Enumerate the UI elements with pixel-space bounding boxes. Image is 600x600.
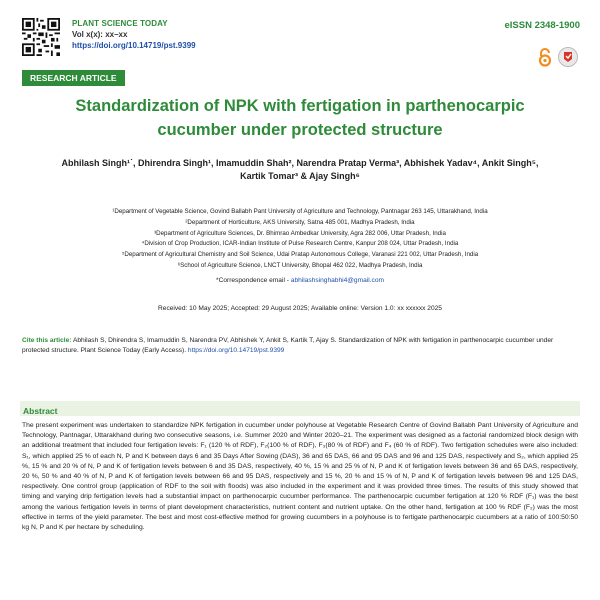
affiliation: ²Department of Horticulture, AKS University, Satna 485 001, Madhya Pradesh, India — [185, 218, 415, 226]
author-list — [30, 157, 570, 183]
abstract-text: The present experiment was undertaken to standardize NPK fertigation in cucumber under polyhouse at Vegetable Research Centre of Govind Ballabh Pant University of Agriculture and Technology, Pantnagar, Uttarakhand during two consecutive seasons, i.e. Summer 2020 and Winter 2020–21. The experiment was designed as a factorial randomized block design with an additional treatment that included four fertigation levels: F₁ (120 % of RDF), F₂(100 % of RDF), F₃(80 % of RDF) and F₄ (60 % of RDF). Two fertigation schedules were also included: S₁, which applied 25 % of each N, P and K between days 6 and 35 Days After Sowing (DAS), 36 and 65 DAS, 66 and 95 DAS and 96 and 125 DAS, respectively and S₂, which applied 25 %, 15 % and 20 % of N, P and K of fertigation levels between 6 and 35 DAS, respectively, 40 %, 15 % and 25 % of N, P and K of fertigation levels between 36 and 65 DAS, respectively, 20 %, 50 % and 40 % of N, P and K of fertigation levels between 66 and 95 DAS, respectively and 15 %, 20 % and 15 % of N, P and K of fertigation levels between 96 and 125 DAS, respectively. One control group (application of RDF to the soil with floods) was also included in the experiment and it was provided three times. The results of this study showed that timing and varying drip fertigation levels had a substantial impact on parthenocarpic cucumber performance. The parthenocarpic cucumber fertigation at 120 % RDF (F₁) was the best among the various fertigation levels in terms of plant development characteristics, nutrient content and nutrient uptake. On the other hand, fertigation at 100 % RDF (F₂) was the most effective in terms of the yield parameter. The best and most cost-effective method for growing cucumbers in a polyhouse is to fertigate parthenocarpic cucumbers at a ratio of 100:50:50 kg N, P and K per hectare by scheduling. — [22, 422, 578, 532]
article-type-badge: RESEARCH ARTICLE — [22, 70, 125, 86]
affiliations — [20, 207, 580, 272]
badge-icons — [537, 47, 578, 67]
check-for-updates-icon[interactable] — [558, 47, 578, 67]
affiliation: ¹Department of Vegetable Science, Govind Ballabh Pant University of Agriculture and Technology, Pantnagar 263 145, Uttarakhand, India — [112, 208, 488, 215]
cite-text: Abhilash S, Dhirendra S, Imamuddin S, Narendra PV, Abhishek Y, Ankit S, Kartik T, Ajay S. Standardization of NPK with fertigation in parthenocarpic cucumber under protected structure. Plant Science Today (Early Access). — [22, 337, 554, 354]
author-line: Kartik Tomar³ & Ajay Singh⁶ — [240, 171, 360, 181]
correspondence-email-link[interactable]: abhilashsinghabhi4@gmail.com — [290, 277, 384, 284]
qr-code-icon[interactable] — [22, 18, 60, 56]
publication-dates: Received: 10 May 2025; Accepted: 29 August 2025; Available online: Version 1.0: xx xxxxxx 2025 — [158, 305, 442, 312]
abstract-heading-bar — [20, 401, 580, 416]
article-title: Standardization of NPK with fertigation in parthenocarpic cucumber under protected structure — [75, 97, 525, 139]
affiliation: ⁴Division of Crop Production, ICAR-Indian Institute of Pulse Research Centre, Kanpur 208 024, Uttar Pradesh, India — [141, 240, 459, 248]
journal-header — [22, 14, 580, 64]
journal-name: PLANT SCIENCE TODAY — [72, 19, 168, 28]
correspondence — [20, 277, 580, 284]
citation — [22, 336, 580, 356]
journal-info — [72, 18, 196, 51]
open-access-icon[interactable] — [537, 47, 553, 67]
eissn: eISSN 2348-1900 — [504, 20, 580, 31]
cite-label: Cite this article: — [22, 337, 72, 344]
affiliation: ⁵Department of Agricultural Chemistry and Soil Science, Udai Pratap Autonomous College, Varanasi 221 002, Uttar Pradesh, India — [121, 251, 479, 259]
cite-doi-link[interactable]: https://doi.org/10.14719/pst.9399 — [187, 347, 285, 354]
author-line: Abhilash Singh¹˙, Dhirendra Singh¹, Imamuddin Shah², Narendra Pratap Verma³, Abhishek Yadav⁴, Ankit Singh⁵, — [61, 158, 539, 168]
correspondence-label: *Correspondence email - — [216, 277, 289, 284]
abstract-heading: Abstract — [23, 406, 58, 416]
journal-volume: Vol x(x): xx–xx — [72, 30, 128, 39]
affiliation: ³Department of Agriculture Sciences, Dr. Bhimrao Ambedkar University, Agra 282 006, Uttar Pradesh, India — [154, 229, 446, 237]
affiliation: ⁶School of Agriculture Science, LNCT University, Bhopal 462 022, Madhya Pradesh, India — [177, 261, 423, 269]
journal-doi-link[interactable]: https://doi.org/10.14719/pst.9399 — [72, 41, 196, 50]
